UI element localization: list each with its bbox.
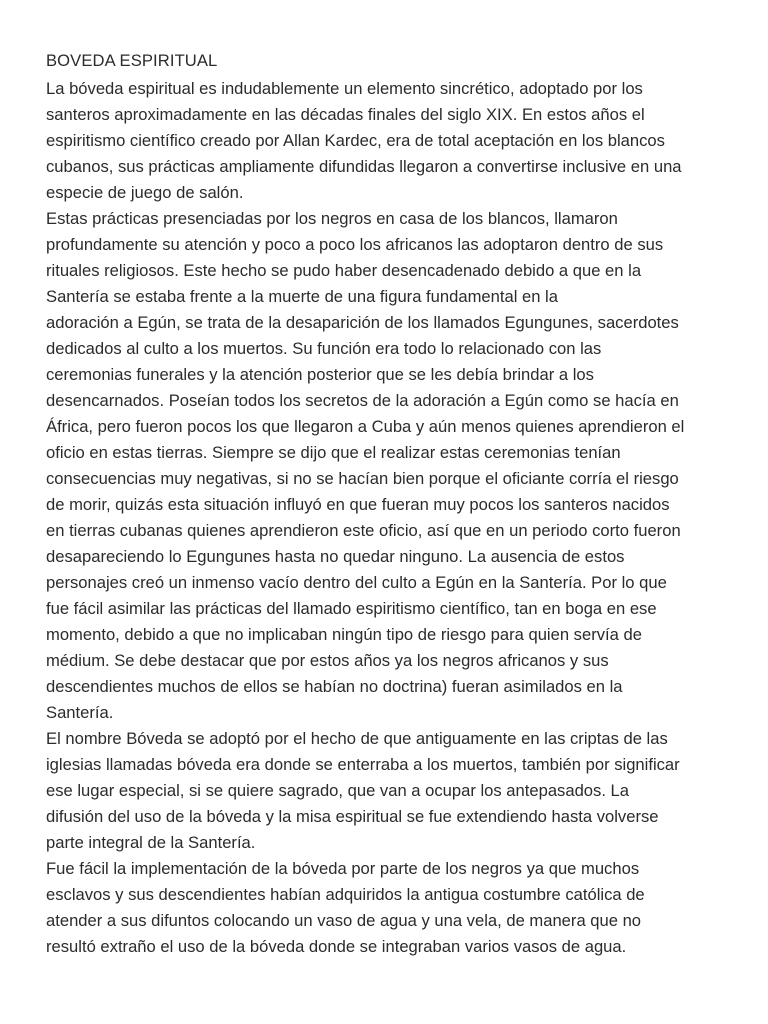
text-line: esclavos y sus descendientes habían adquiridos la antigua costumbre católica de [46, 885, 645, 904]
text-line: atender a sus difuntos colocando un vaso de agua y una vela, de manera que no [46, 911, 642, 930]
text-line: fue fácil asimilar las prácticas del llamado espiritismo científico, tan en boga en ese [46, 599, 657, 618]
text-line: ceremonias funerales y la atención posterior que se les debía brindar a los [46, 365, 594, 384]
document-page [46, 48, 736, 960]
text-line: Fue fácil la implementación de la bóveda por parte de los negros ya que muchos [46, 859, 640, 878]
text-line: Santería. [46, 703, 114, 722]
text-line: especie de juego de salón. [46, 183, 244, 202]
text-line: médium. Se debe destacar que por estos años ya los negros africanos y sus [46, 651, 609, 670]
document-title: BOVEDA ESPIRITUAL [46, 51, 218, 70]
text-line: descendientes muchos de ellos se habían no doctrina) fueran asimilados en la [46, 677, 623, 696]
text-line: espiritismo científico creado por Allan Kardec, era de total aceptación en los blancos [46, 131, 665, 150]
text-line: personajes creó un inmenso vacío dentro del culto a Egún en la Santería. Por lo que [46, 573, 667, 592]
paragraph [46, 206, 736, 726]
text-line: consecuencias muy negativas, si no se hacían bien porque el oficiante corría el riesgo [46, 469, 679, 488]
text-line: en tierras cubanas quienes aprendieron este oficio, así que en un periodo corto fueron [46, 521, 681, 540]
text-line: El nombre Bóveda se adoptó por el hecho de que antiguamente en las criptas de las [46, 729, 668, 748]
text-line: momento, debido a que no implicaban ningún tipo de riesgo para quien servía de [46, 625, 642, 644]
text-line: difusión del uso de la bóveda y la misa espiritual se fue extendiendo hasta volverse [46, 807, 659, 826]
text-line: Santería se estaba frente a la muerte de una figura fundamental en la [46, 287, 558, 306]
text-line: iglesias llamadas bóveda era donde se enterraba a los muertos, también por significar [46, 755, 680, 774]
text-line: ese lugar especial, si se quiere sagrado, que van a ocupar los antepasados. La [46, 781, 630, 800]
paragraph [46, 856, 736, 960]
text-line: desencarnados. Poseían todos los secretos de la adoración a Egún como se hacía en [46, 391, 679, 410]
text-line: Estas prácticas presenciadas por los negros en casa de los blancos, llamaron [46, 209, 618, 228]
text-line: La bóveda espiritual es indudablemente un elemento sincrético, adoptado por los [46, 79, 643, 98]
text-line: santeros aproximadamente en las décadas finales del siglo XIX. En estos años el [46, 105, 645, 124]
text-line: parte integral de la Santería. [46, 833, 256, 852]
text-line: desapareciendo lo Egungunes hasta no quedar ninguno. La ausencia de estos [46, 547, 625, 566]
text-line: rituales religiosos. Este hecho se pudo haber desencadenado debido a que en la [46, 261, 642, 280]
document-body [46, 76, 736, 960]
text-line: cubanos, sus prácticas ampliamente difundidas llegaron a convertirse inclusive en una [46, 157, 682, 176]
text-line: África, pero fueron pocos los que llegaron a Cuba y aún menos quienes aprendieron el [46, 417, 685, 436]
paragraph [46, 76, 736, 206]
text-line: profundamente su atención y poco a poco los africanos las adoptaron dentro de sus [46, 235, 664, 254]
text-line: dedicados al culto a los muertos. Su función era todo lo relacionado con las [46, 339, 602, 358]
paragraph [46, 726, 736, 856]
text-line: adoración a Egún, se trata de la desaparición de los llamados Egungunes, sacerdotes [46, 313, 679, 332]
text-line: de morir, quizás esta situación influyó en que fueran muy pocos los santeros nacidos [46, 495, 670, 514]
text-line: resultó extraño el uso de la bóveda donde se integraban varios vasos de agua. [46, 937, 627, 956]
text-line: oficio en estas tierras. Siempre se dijo que el realizar estas ceremonias tenían [46, 443, 621, 462]
